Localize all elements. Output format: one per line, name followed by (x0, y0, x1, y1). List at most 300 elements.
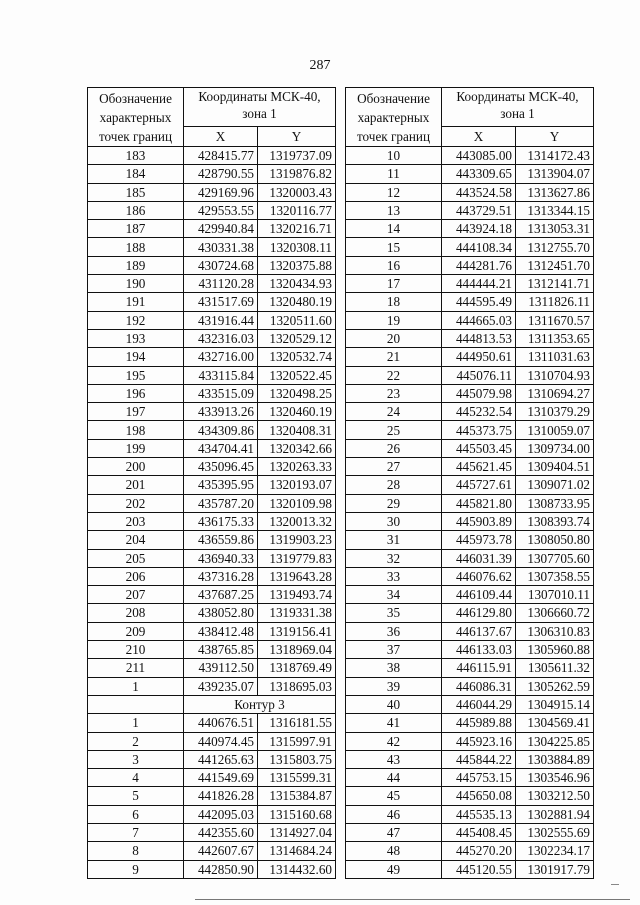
y-coordinate-cell: 1320216.71 (258, 220, 336, 238)
x-coordinate-cell: 431517.69 (184, 293, 258, 311)
y-coordinate-cell: 1305262.59 (516, 677, 594, 695)
x-coordinate-cell: 444108.34 (442, 238, 516, 256)
coordinates-header (184, 88, 336, 127)
x-coordinate-cell: 443085.00 (442, 147, 516, 165)
table-row (346, 805, 594, 823)
x-coordinate-cell: 445232.54 (442, 403, 516, 421)
point-id-cell: 203 (88, 512, 184, 530)
table-row (346, 714, 594, 732)
x-coordinate-cell: 444813.53 (442, 329, 516, 347)
point-id-cell: 185 (88, 183, 184, 201)
point-id-cell: 45 (346, 787, 442, 805)
x-coordinate-cell: 442607.67 (184, 842, 258, 860)
table-row (346, 494, 594, 512)
table-row (346, 823, 594, 841)
x-coordinate-cell: 445753.15 (442, 769, 516, 787)
table-row (88, 531, 336, 549)
table-row (346, 787, 594, 805)
y-coordinate-cell: 1319779.83 (258, 549, 336, 567)
point-id-cell: 194 (88, 348, 184, 366)
y-coordinate-cell: 1320480.19 (258, 293, 336, 311)
point-id-cell: 30 (346, 512, 442, 530)
point-id-cell: 189 (88, 256, 184, 274)
point-id-cell: 1 (88, 714, 184, 732)
x-coordinate-cell: 439235.07 (184, 677, 258, 695)
y-coordinate-cell: 1312755.70 (516, 238, 594, 256)
table-row (346, 329, 594, 347)
x-coordinate-cell: 433913.26 (184, 403, 258, 421)
y-coordinate-cell: 1308393.74 (516, 512, 594, 530)
y-coordinate-cell: 1310379.29 (516, 403, 594, 421)
y-coordinate-cell: 1304225.85 (516, 732, 594, 750)
x-coordinate-cell: 444665.03 (442, 311, 516, 329)
table-row (346, 769, 594, 787)
point-label-header (88, 88, 184, 147)
header-line: Координаты МСК-40, (198, 89, 321, 104)
point-id-cell: 9 (88, 860, 184, 878)
header-line: характерных (357, 110, 430, 125)
point-id-cell: 184 (88, 165, 184, 183)
table-row (346, 293, 594, 311)
table-row (346, 531, 594, 549)
table-row (88, 476, 336, 494)
table-row (88, 842, 336, 860)
point-id-cell: 199 (88, 439, 184, 457)
point-id-cell: 17 (346, 275, 442, 293)
table-row (88, 714, 336, 732)
x-column-header: X (184, 126, 258, 146)
point-id-cell: 32 (346, 549, 442, 567)
y-coordinate-cell: 1306660.72 (516, 604, 594, 622)
table-row (88, 458, 336, 476)
point-id-cell: 205 (88, 549, 184, 567)
y-coordinate-cell: 1309404.51 (516, 458, 594, 476)
table-row (88, 641, 336, 659)
point-id-cell: 3 (88, 750, 184, 768)
point-id-cell: 197 (88, 403, 184, 421)
point-id-cell: 15 (346, 238, 442, 256)
point-id-cell: 193 (88, 329, 184, 347)
y-coordinate-cell: 1313053.31 (516, 220, 594, 238)
point-id-cell: 25 (346, 421, 442, 439)
table-row (88, 512, 336, 530)
point-id-cell: 41 (346, 714, 442, 732)
table-row (88, 311, 336, 329)
table-row (346, 220, 594, 238)
x-coordinate-cell: 431916.44 (184, 311, 258, 329)
point-id-cell: 21 (346, 348, 442, 366)
y-coordinate-cell: 1320193.07 (258, 476, 336, 494)
y-coordinate-cell: 1315803.75 (258, 750, 336, 768)
y-coordinate-cell: 1314684.24 (258, 842, 336, 860)
table-row (346, 348, 594, 366)
y-coordinate-cell: 1310694.27 (516, 384, 594, 402)
point-id-cell: 200 (88, 458, 184, 476)
y-coordinate-cell: 1319876.82 (258, 165, 336, 183)
point-id-cell: 40 (346, 695, 442, 713)
y-coordinate-cell: 1313904.07 (516, 165, 594, 183)
y-coordinate-cell: 1320498.25 (258, 384, 336, 402)
header-line: точек границ (356, 129, 431, 144)
x-coordinate-cell: 442850.90 (184, 860, 258, 878)
x-coordinate-cell: 435395.95 (184, 476, 258, 494)
y-coordinate-cell: 1314432.60 (258, 860, 336, 878)
point-id-cell: 198 (88, 421, 184, 439)
y-coordinate-cell: 1301917.79 (516, 860, 594, 878)
y-coordinate-cell: 1320408.31 (258, 421, 336, 439)
table-row (88, 293, 336, 311)
table-row (88, 329, 336, 347)
x-coordinate-cell: 441265.63 (184, 750, 258, 768)
y-coordinate-cell: 1304915.14 (516, 695, 594, 713)
x-coordinate-cell: 446115.91 (442, 659, 516, 677)
table-row (346, 476, 594, 494)
point-id-cell: 6 (88, 805, 184, 823)
x-coordinate-cell: 430331.38 (184, 238, 258, 256)
table-row (88, 220, 336, 238)
point-id-cell: 201 (88, 476, 184, 494)
x-coordinate-cell: 446129.80 (442, 604, 516, 622)
coordinates-table-right (345, 87, 594, 879)
x-coordinate-cell: 429553.55 (184, 201, 258, 219)
y-coordinate-cell: 1311826.11 (516, 293, 594, 311)
y-coordinate-cell: 1304569.41 (516, 714, 594, 732)
point-id-cell: 16 (346, 256, 442, 274)
point-id-cell: 208 (88, 604, 184, 622)
table-row (346, 512, 594, 530)
y-coordinate-cell: 1306310.83 (516, 622, 594, 640)
point-id-cell: 10 (346, 147, 442, 165)
table-row (346, 238, 594, 256)
table-row (88, 421, 336, 439)
x-coordinate-cell: 438765.85 (184, 641, 258, 659)
table-row (88, 769, 336, 787)
point-id-cell: 202 (88, 494, 184, 512)
table-row (88, 750, 336, 768)
table-row (88, 677, 336, 695)
x-coordinate-cell: 432716.00 (184, 348, 258, 366)
table-row (88, 256, 336, 274)
table-row (88, 586, 336, 604)
x-coordinate-cell: 444281.76 (442, 256, 516, 274)
y-coordinate-cell: 1319156.41 (258, 622, 336, 640)
table-row (88, 567, 336, 585)
header-line: зона 1 (500, 106, 535, 121)
y-coordinate-cell: 1316181.55 (258, 714, 336, 732)
table-row (88, 238, 336, 256)
table-row (346, 275, 594, 293)
x-coordinate-cell: 445079.98 (442, 384, 516, 402)
point-id-cell: 33 (346, 567, 442, 585)
y-coordinate-cell: 1302234.17 (516, 842, 594, 860)
point-id-cell: 22 (346, 366, 442, 384)
point-id-cell: 8 (88, 842, 184, 860)
point-id-cell: 192 (88, 311, 184, 329)
y-coordinate-cell: 1318695.03 (258, 677, 336, 695)
y-coordinate-cell: 1307358.55 (516, 567, 594, 585)
table-row (88, 732, 336, 750)
x-coordinate-cell: 445844.22 (442, 750, 516, 768)
x-coordinate-cell: 430724.68 (184, 256, 258, 274)
header-line: Координаты МСК-40, (456, 89, 579, 104)
x-coordinate-cell: 433515.09 (184, 384, 258, 402)
point-id-cell: 36 (346, 622, 442, 640)
point-id-cell: 7 (88, 823, 184, 841)
table-row (346, 183, 594, 201)
table-row (88, 695, 336, 713)
x-coordinate-cell: 438412.48 (184, 622, 258, 640)
table-row (88, 275, 336, 293)
x-coordinate-cell: 446137.67 (442, 622, 516, 640)
y-coordinate-cell: 1320529.12 (258, 329, 336, 347)
x-coordinate-cell: 436175.33 (184, 512, 258, 530)
y-coordinate-cell: 1320532.74 (258, 348, 336, 366)
y-coordinate-cell: 1315997.91 (258, 732, 336, 750)
x-coordinate-cell: 435096.45 (184, 458, 258, 476)
table-row (346, 403, 594, 421)
x-coordinate-cell: 443309.65 (442, 165, 516, 183)
x-coordinate-cell: 443524.58 (442, 183, 516, 201)
x-coordinate-cell: 445408.45 (442, 823, 516, 841)
x-coordinate-cell: 445621.45 (442, 458, 516, 476)
x-coordinate-cell: 439112.50 (184, 659, 258, 677)
y-coordinate-cell: 1320342.66 (258, 439, 336, 457)
table-row (346, 641, 594, 659)
x-coordinate-cell: 446031.39 (442, 549, 516, 567)
table-row (346, 439, 594, 457)
x-coordinate-cell: 444595.49 (442, 293, 516, 311)
point-id-cell: 12 (346, 183, 442, 201)
point-id-cell: 35 (346, 604, 442, 622)
table-row (88, 659, 336, 677)
x-coordinate-cell: 445120.55 (442, 860, 516, 878)
header-line: характерных (99, 110, 172, 125)
y-coordinate-cell: 1320375.88 (258, 256, 336, 274)
table-row (346, 677, 594, 695)
y-coordinate-cell: 1311031.63 (516, 348, 594, 366)
point-id-cell: 207 (88, 586, 184, 604)
y-coordinate-cell: 1312141.71 (516, 275, 594, 293)
x-coordinate-cell: 445903.89 (442, 512, 516, 530)
point-id-cell: 13 (346, 201, 442, 219)
x-coordinate-cell: 435787.20 (184, 494, 258, 512)
table-row (88, 348, 336, 366)
x-coordinate-cell: 434704.41 (184, 439, 258, 457)
x-coordinate-cell: 445821.80 (442, 494, 516, 512)
point-label-header (346, 88, 442, 147)
table-row (346, 384, 594, 402)
x-coordinate-cell: 444950.61 (442, 348, 516, 366)
point-id-cell: 4 (88, 769, 184, 787)
point-id-cell: 48 (346, 842, 442, 860)
point-id-cell: 1 (88, 677, 184, 695)
table-row (88, 183, 336, 201)
table-row (346, 732, 594, 750)
y-coordinate-cell: 1320116.77 (258, 201, 336, 219)
x-coordinate-cell: 442355.60 (184, 823, 258, 841)
table-row (88, 823, 336, 841)
x-coordinate-cell: 433115.84 (184, 366, 258, 384)
y-coordinate-cell: 1319737.09 (258, 147, 336, 165)
y-coordinate-cell: 1313344.15 (516, 201, 594, 219)
y-column-header: Y (516, 126, 594, 146)
point-id-cell: 43 (346, 750, 442, 768)
y-coordinate-cell: 1320511.60 (258, 311, 336, 329)
x-coordinate-cell: 445923.16 (442, 732, 516, 750)
point-id-cell: 196 (88, 384, 184, 402)
point-id-cell: 190 (88, 275, 184, 293)
point-id-cell: 11 (346, 165, 442, 183)
point-id-cell: 29 (346, 494, 442, 512)
x-coordinate-cell: 440974.45 (184, 732, 258, 750)
x-coordinate-cell: 445503.45 (442, 439, 516, 457)
y-coordinate-cell: 1320013.32 (258, 512, 336, 530)
table-row (88, 403, 336, 421)
y-coordinate-cell: 1318969.04 (258, 641, 336, 659)
point-id-cell: 191 (88, 293, 184, 311)
header-line: зона 1 (242, 106, 277, 121)
table-row (346, 604, 594, 622)
point-id-cell: 211 (88, 659, 184, 677)
y-coordinate-cell: 1305960.88 (516, 641, 594, 659)
y-coordinate-cell: 1319493.74 (258, 586, 336, 604)
x-coordinate-cell: 446086.31 (442, 677, 516, 695)
table-row (88, 201, 336, 219)
table-row (88, 622, 336, 640)
point-id-cell: 46 (346, 805, 442, 823)
y-coordinate-cell: 1320434.93 (258, 275, 336, 293)
x-coordinate-cell: 429940.84 (184, 220, 258, 238)
y-coordinate-cell: 1302881.94 (516, 805, 594, 823)
point-id-cell: 39 (346, 677, 442, 695)
y-coordinate-cell: 1311670.57 (516, 311, 594, 329)
y-coordinate-cell: 1309071.02 (516, 476, 594, 494)
y-coordinate-cell: 1320308.11 (258, 238, 336, 256)
x-coordinate-cell: 446076.62 (442, 567, 516, 585)
point-id-cell: 47 (346, 823, 442, 841)
x-column-header: X (442, 126, 516, 146)
x-coordinate-cell: 443729.51 (442, 201, 516, 219)
table-row (346, 860, 594, 878)
x-coordinate-cell: 444444.21 (442, 275, 516, 293)
x-coordinate-cell: 446133.03 (442, 641, 516, 659)
point-id-cell: 183 (88, 147, 184, 165)
coordinates-header (442, 88, 594, 127)
y-coordinate-cell: 1319643.28 (258, 567, 336, 585)
y-column-header: Y (258, 126, 336, 146)
y-coordinate-cell: 1313627.86 (516, 183, 594, 201)
table-row (88, 384, 336, 402)
x-coordinate-cell: 446044.29 (442, 695, 516, 713)
x-coordinate-cell: 434309.86 (184, 421, 258, 439)
point-id-cell: 209 (88, 622, 184, 640)
y-coordinate-cell: 1315599.31 (258, 769, 336, 787)
point-id-cell: 27 (346, 458, 442, 476)
point-id-cell: 204 (88, 531, 184, 549)
table-row (346, 695, 594, 713)
point-id-cell: 26 (346, 439, 442, 457)
table-row (346, 659, 594, 677)
y-coordinate-cell: 1308050.80 (516, 531, 594, 549)
table-row (88, 860, 336, 878)
y-coordinate-cell: 1320003.43 (258, 183, 336, 201)
x-coordinate-cell: 429169.96 (184, 183, 258, 201)
y-coordinate-cell: 1318769.49 (258, 659, 336, 677)
table-row (346, 750, 594, 768)
point-id-cell: 2 (88, 732, 184, 750)
y-coordinate-cell: 1308733.95 (516, 494, 594, 512)
x-coordinate-cell: 436559.86 (184, 531, 258, 549)
x-coordinate-cell: 445973.78 (442, 531, 516, 549)
table-row (346, 567, 594, 585)
y-coordinate-cell: 1320109.98 (258, 494, 336, 512)
table-row (88, 439, 336, 457)
page-number: 287 (309, 58, 331, 73)
point-id-cell: 5 (88, 787, 184, 805)
table-row (88, 494, 336, 512)
y-coordinate-cell: 1315384.87 (258, 787, 336, 805)
x-coordinate-cell: 441549.69 (184, 769, 258, 787)
table-row (88, 787, 336, 805)
coordinates-table-left (87, 87, 336, 879)
table-row (346, 421, 594, 439)
table-row (88, 549, 336, 567)
point-id-cell: 24 (346, 403, 442, 421)
table-row (88, 366, 336, 384)
y-coordinate-cell: 1320522.45 (258, 366, 336, 384)
point-id-cell: 31 (346, 531, 442, 549)
x-coordinate-cell: 438052.80 (184, 604, 258, 622)
x-coordinate-cell: 437687.25 (184, 586, 258, 604)
table-row (88, 165, 336, 183)
x-coordinate-cell: 436940.33 (184, 549, 258, 567)
x-coordinate-cell: 441826.28 (184, 787, 258, 805)
y-coordinate-cell: 1303546.96 (516, 769, 594, 787)
y-coordinate-cell: 1315160.68 (258, 805, 336, 823)
point-id-cell: 20 (346, 329, 442, 347)
table-row (346, 256, 594, 274)
table-row (346, 201, 594, 219)
point-id-cell: 210 (88, 641, 184, 659)
point-id-cell: 49 (346, 860, 442, 878)
y-coordinate-cell: 1320460.19 (258, 403, 336, 421)
contour-label: Контур 3 (184, 695, 336, 713)
y-coordinate-cell: 1311353.65 (516, 329, 594, 347)
y-coordinate-cell: 1302555.69 (516, 823, 594, 841)
table-row (346, 549, 594, 567)
point-id-cell: 23 (346, 384, 442, 402)
table-row (346, 165, 594, 183)
point-id-cell: 186 (88, 201, 184, 219)
table-row (88, 147, 336, 165)
point-id-cell: 14 (346, 220, 442, 238)
point-id-cell: 44 (346, 769, 442, 787)
point-id-cell: 195 (88, 366, 184, 384)
y-coordinate-cell: 1309734.00 (516, 439, 594, 457)
y-coordinate-cell: 1310059.07 (516, 421, 594, 439)
table-row (346, 842, 594, 860)
y-coordinate-cell: 1303884.89 (516, 750, 594, 768)
table-row (346, 458, 594, 476)
point-id-cell: 42 (346, 732, 442, 750)
y-coordinate-cell: 1314172.43 (516, 147, 594, 165)
table-row (88, 604, 336, 622)
table-row (346, 622, 594, 640)
x-coordinate-cell: 428790.55 (184, 165, 258, 183)
y-coordinate-cell: 1312451.70 (516, 256, 594, 274)
x-coordinate-cell: 440676.51 (184, 714, 258, 732)
point-id-cell: 19 (346, 311, 442, 329)
